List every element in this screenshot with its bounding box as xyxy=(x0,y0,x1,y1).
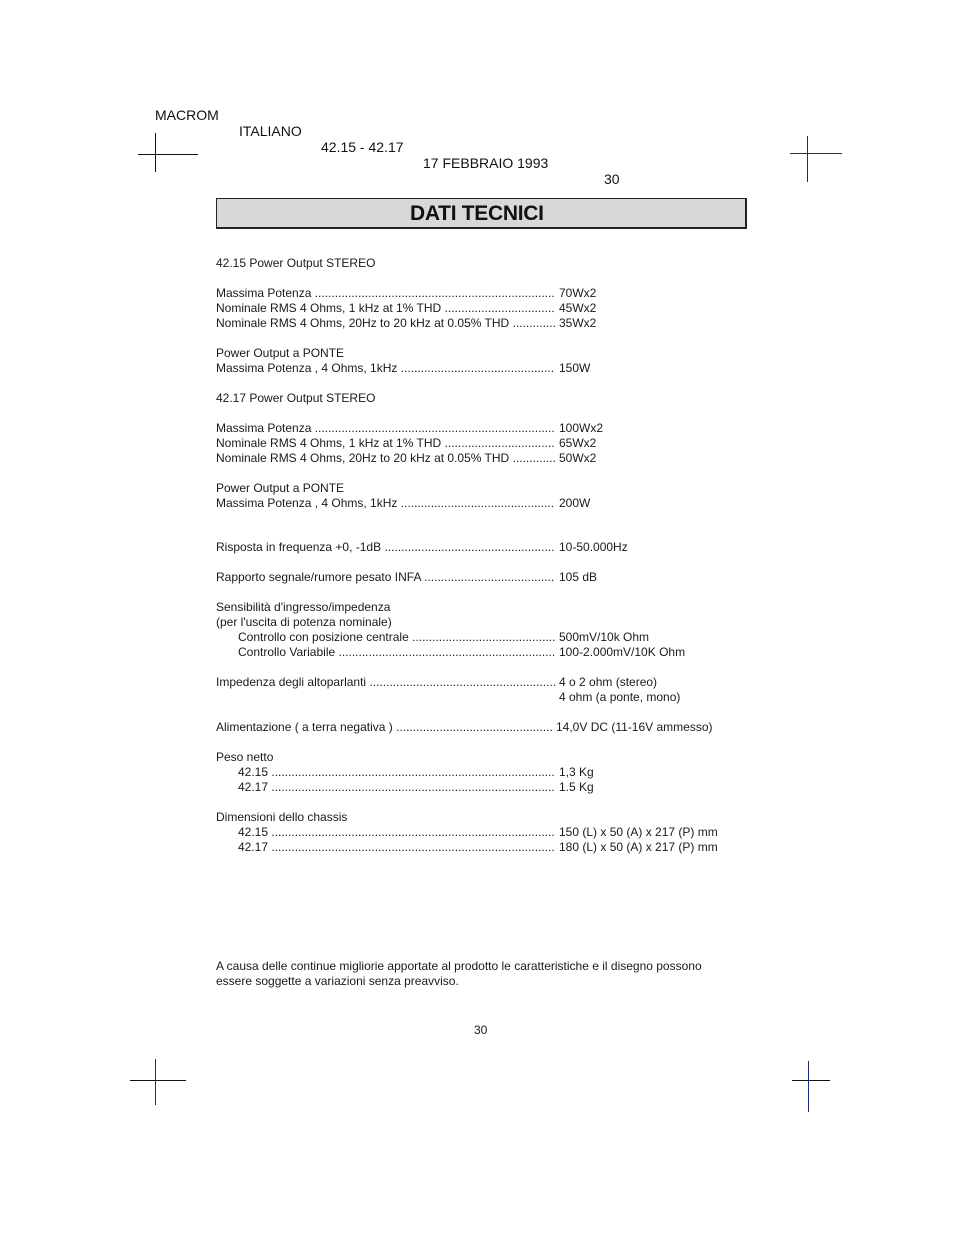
spec-row xyxy=(216,286,736,301)
power-supply-row xyxy=(216,720,736,735)
spec-label: Nominale RMS 4 Ohms, 20Hz to 20 kHz at 0.05% THD ..... xyxy=(216,451,555,466)
spec-value: 150W xyxy=(559,361,591,375)
disclaimer-line-2: essere soggette a variazioni senza preavviso. xyxy=(216,974,459,988)
spec-label: Massima Potenza ..... xyxy=(216,286,555,301)
spec-value: 4 o 2 ohm (stereo) xyxy=(559,675,658,689)
weight-heading: Peso netto xyxy=(216,750,274,764)
section-heading-4215: 42.15 Power Output STEREO xyxy=(216,256,376,270)
spec-row xyxy=(216,451,736,466)
spec-value: 65Wx2 xyxy=(559,436,597,450)
bridge-heading-4215: Power Output a PONTE xyxy=(216,346,345,360)
spec-value: 1,3 Kg xyxy=(559,765,594,779)
title-box xyxy=(216,198,747,229)
speaker-impedance-row-2 xyxy=(216,690,736,705)
spec-value: 200W xyxy=(559,496,591,510)
spec-row xyxy=(216,421,736,436)
spec-row xyxy=(216,840,736,855)
header-page: 30 xyxy=(604,171,620,187)
spec-label: Alimentazione ( a terra negativa ) ..... xyxy=(216,720,553,735)
spec-label: Massima Potenza ..... xyxy=(216,421,555,436)
spec-value: 35Wx2 xyxy=(559,316,597,330)
spec-label: Massima Potenza , 4 Ohms, 1kHz ..... xyxy=(216,496,555,511)
sensitivity-subheading: (per l'uscita di potenza nominale) xyxy=(216,615,392,629)
header-language: ITALIANO xyxy=(239,123,302,139)
spec-label: Impedenza degli altoparlanti ..... xyxy=(216,675,555,690)
spec-label: Rapporto segnale/rumore pesato INFA ..... xyxy=(216,570,555,585)
spec-value: 150 (L) x 50 (A) x 217 (P) mm xyxy=(559,825,718,839)
spec-value: 10-50.000Hz xyxy=(559,540,628,554)
spec-value: 4 ohm (a ponte, mono) xyxy=(559,690,681,704)
footer-page-number: 30 xyxy=(474,1023,488,1037)
spec-value: 14,0V DC (11-16V ammesso) xyxy=(556,720,713,734)
spec-content xyxy=(216,256,736,855)
page-title: DATI TECNICI xyxy=(410,202,544,225)
spec-value: 100Wx2 xyxy=(559,421,604,435)
spec-row xyxy=(216,630,736,645)
spec-value: 180 (L) x 50 (A) x 217 (P) mm xyxy=(559,840,718,854)
bridge-heading-4217: Power Output a PONTE xyxy=(216,481,345,495)
spec-value: 105 dB xyxy=(559,570,598,584)
frequency-response-row xyxy=(216,540,736,555)
speaker-impedance-row xyxy=(216,675,736,690)
sensitivity-heading: Sensibilità d'ingresso/impedenza xyxy=(216,600,391,614)
spec-row xyxy=(216,316,736,331)
spec-row xyxy=(216,645,736,660)
spec-label: 42.15 ..... xyxy=(238,765,555,780)
section-heading-4217: 42.17 Power Output STEREO xyxy=(216,391,376,405)
spec-row xyxy=(216,780,736,795)
spec-label: Controllo con posizione centrale ..... xyxy=(238,630,555,645)
dimensions-heading: Dimensioni dello chassis xyxy=(216,810,348,824)
page-header xyxy=(155,91,620,187)
spec-label: Nominale RMS 4 Ohms, 1 kHz at 1% THD ..... xyxy=(216,436,555,451)
spec-row xyxy=(216,496,736,511)
spec-label: 42.15 ..... xyxy=(238,825,555,840)
header-brand: MACROM xyxy=(155,107,219,123)
spec-row xyxy=(216,765,736,780)
disclaimer xyxy=(216,959,736,989)
spec-row xyxy=(216,436,736,451)
spec-row xyxy=(216,825,736,840)
spec-row xyxy=(216,301,736,316)
spec-value: 1.5 Kg xyxy=(559,780,594,794)
spec-value: 50Wx2 xyxy=(559,451,597,465)
spec-label: 42.17 ..... xyxy=(238,780,555,795)
header-date: 17 FEBBRAIO 1993 xyxy=(423,155,549,171)
spec-label: Risposta in frequenza +0, -1dB ..... xyxy=(216,540,555,555)
spec-row xyxy=(216,361,736,376)
spec-value: 45Wx2 xyxy=(559,301,597,315)
spec-value: 500mV/10k Ohm xyxy=(559,630,650,644)
spec-label: Nominale RMS 4 Ohms, 20Hz to 20 kHz at 0.05% THD ..... xyxy=(216,316,555,331)
disclaimer-line-1: A causa delle continue migliorie apportate al prodotto le caratteristiche e il disegno possono xyxy=(216,959,702,973)
spec-value: 100-2.000mV/10K Ohm xyxy=(559,645,686,659)
snr-row xyxy=(216,570,736,585)
spec-label: Controllo Variabile ..... xyxy=(238,645,555,660)
spec-label: Nominale RMS 4 Ohms, 1 kHz at 1% THD ..... xyxy=(216,301,555,316)
header-models: 42.15 - 42.17 xyxy=(321,139,404,155)
spec-value: 70Wx2 xyxy=(559,286,597,300)
spec-label: Massima Potenza , 4 Ohms, 1kHz ..... xyxy=(216,361,555,376)
spec-label: 42.17 ..... xyxy=(238,840,555,855)
